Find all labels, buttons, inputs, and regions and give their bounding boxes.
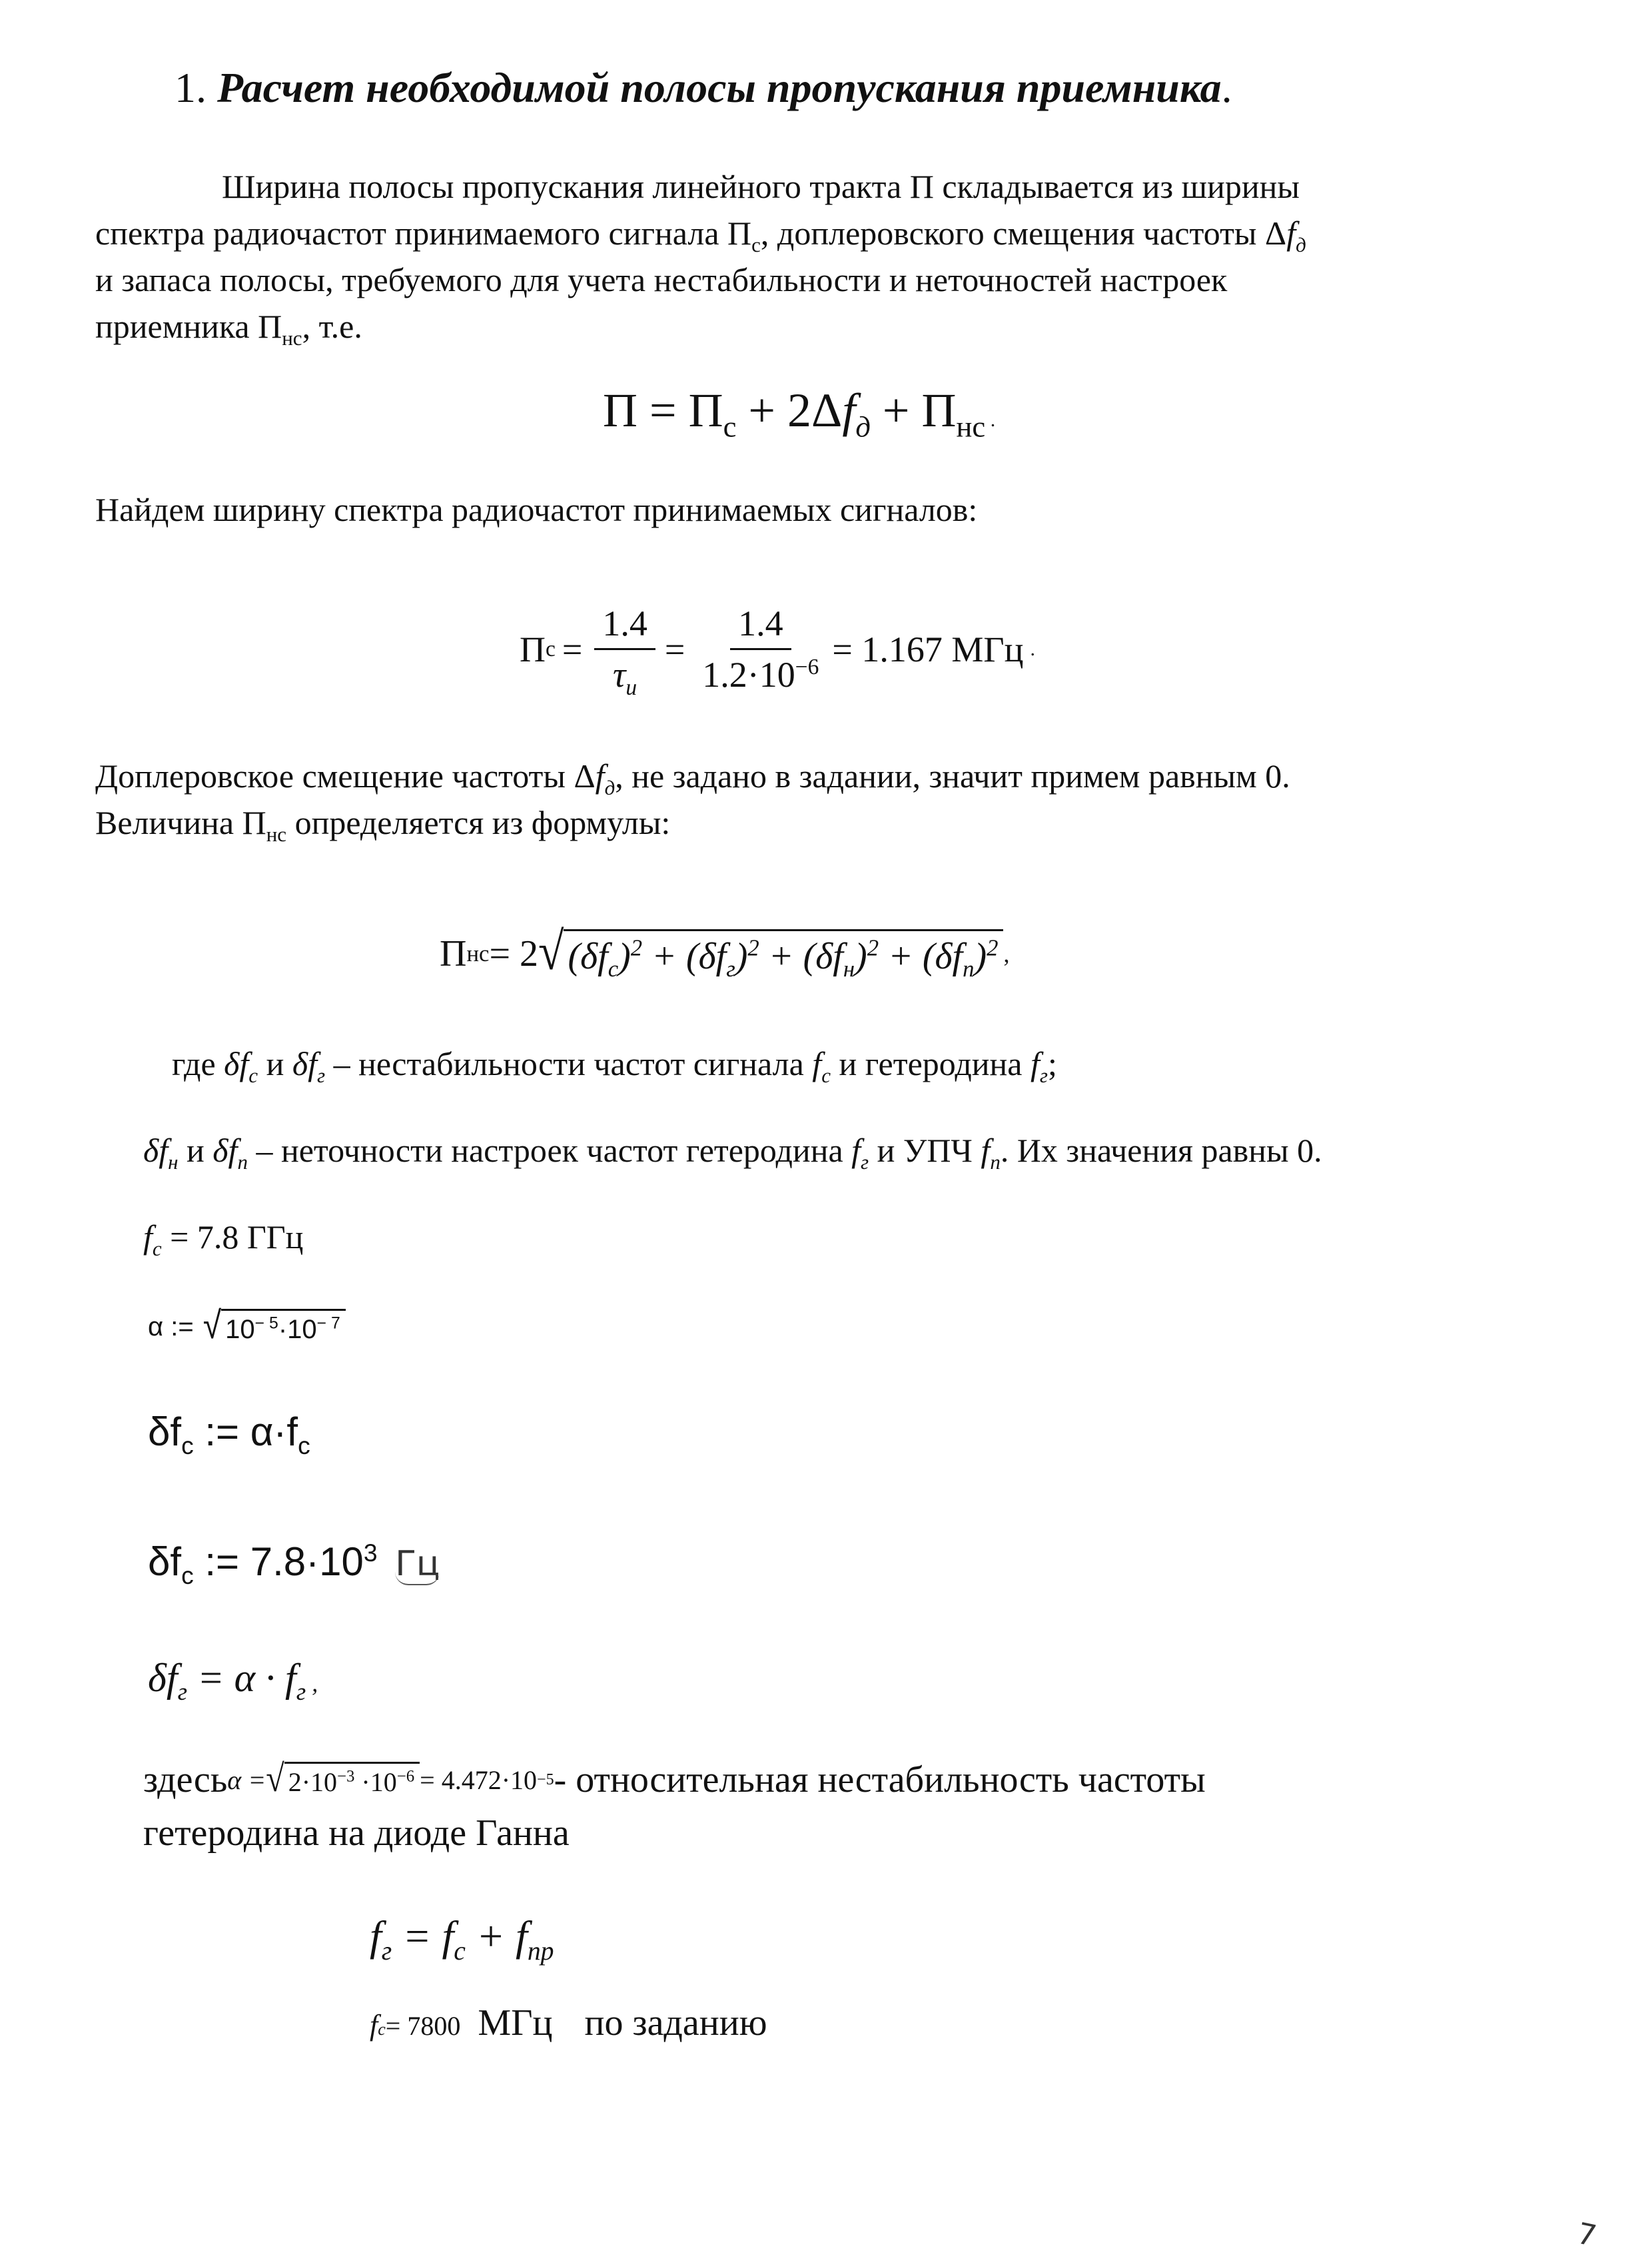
gunn-diode-text: гетеродина на диоде Ганна: [143, 1812, 570, 1854]
fg-equation: $f_г = f_с + f_{пр}$: [370, 1912, 554, 1966]
page-number: 7: [1574, 2216, 1599, 2254]
fraction-1: $\frac{1.4}{\tau_и}$: [594, 603, 655, 695]
sqrt-sign: √ $(\delta f_с)^2 + (\delta f_г)^2 + (\delta f_н)^2 + (\delta f_п)^2$: [538, 929, 1003, 978]
alpha-definition: α := √ $10^{- 5}\cdot 10^{- 7}$: [148, 1309, 346, 1345]
handwritten-unit: Гц: [395, 1544, 440, 1584]
equation-spectrum-width: П с = $\frac{1.4}{\tau_и}$ = $\frac{1.4}{1.2\cdot 10^{-6}}$ = 1.167 МГц .: [520, 603, 1035, 700]
dfc-definition: $\delta f_c$ := $\alpha\cdot f_c$: [148, 1409, 310, 1459]
intro-paragraph: Ширина полосы пропускания линейного тракта П складывается из ширины спектра радиочастот принимаемого сигнала $П_с$, доплеровского смещения частоты $\Delta f_д$ и запаса полосы, требуемого для учета нестабильности и неточностей настроек приемника $П_{нс}$, т.е.: [95, 168, 1306, 350]
section-title: Расчет необходимой полосы пропускания приемника: [217, 64, 1222, 111]
dfg-definition: $\delta f_г = \alpha \cdot f_г$ ,: [148, 1656, 318, 1706]
where-instabilities: где $\delta f_с$ и $\delta f_г$ – нестабильности частот сигнала $f_с$ и гетеродина $f_г$;: [172, 1045, 1057, 1087]
fc-value: $f_с = 7.8$ ГГц: [143, 1218, 304, 1260]
section-heading: 1. Расчет необходимой полосы пропускания приемника.: [175, 64, 1232, 111]
doppler-paragraph: Доплеровское смещение частоты $\Delta f_д$, не задано в задании, значит примем равным 0. Величина $П_{нс}$ определяется из формулы:: [95, 757, 1290, 846]
equation-instability-band: П нс = 2 √ $(\delta f_с)^2 + (\delta f_г)^2 + (\delta f_н)^2 + (\delta f_п)^2$ ,: [440, 922, 1010, 982]
equation-bandwidth: $П = П_с + 2\Delta f_д + П_{нс}$ .: [603, 384, 996, 444]
spectrum-text: Найдем ширину спектра радиочастот принимаемых сигналов:: [95, 491, 978, 528]
alpha-heterodyne-sqrt: √ $2\cdot 10^{-3} \cdot 10^{-6}$: [266, 1762, 420, 1798]
alpha-sqrt: √ $10^{- 5}\cdot 10^{- 7}$: [203, 1309, 346, 1345]
fc-task: f с = 7800 МГц по заданию: [370, 2002, 767, 2044]
alpha-heterodyne: здесь α = √ $2\cdot 10^{-3} \cdot 10^{-6}$ = 4.472·10 −5 - относительная нестабильность частоты: [143, 1756, 1206, 1800]
section-number: 1.: [175, 64, 206, 111]
where-inaccuracies: $\delta f_н$ и $\delta f_п$ – неточности настроек частот гетеродина $f_г$ и УПЧ $f_п$. Их значения равны 0.: [143, 1132, 1322, 1174]
dfc-value: $\delta f_c$ := $7.8\cdot 10^3$ Гц: [148, 1539, 440, 1589]
fraction-2: $\frac{1.4}{1.2\cdot 10^{-6}}$: [702, 603, 819, 695]
